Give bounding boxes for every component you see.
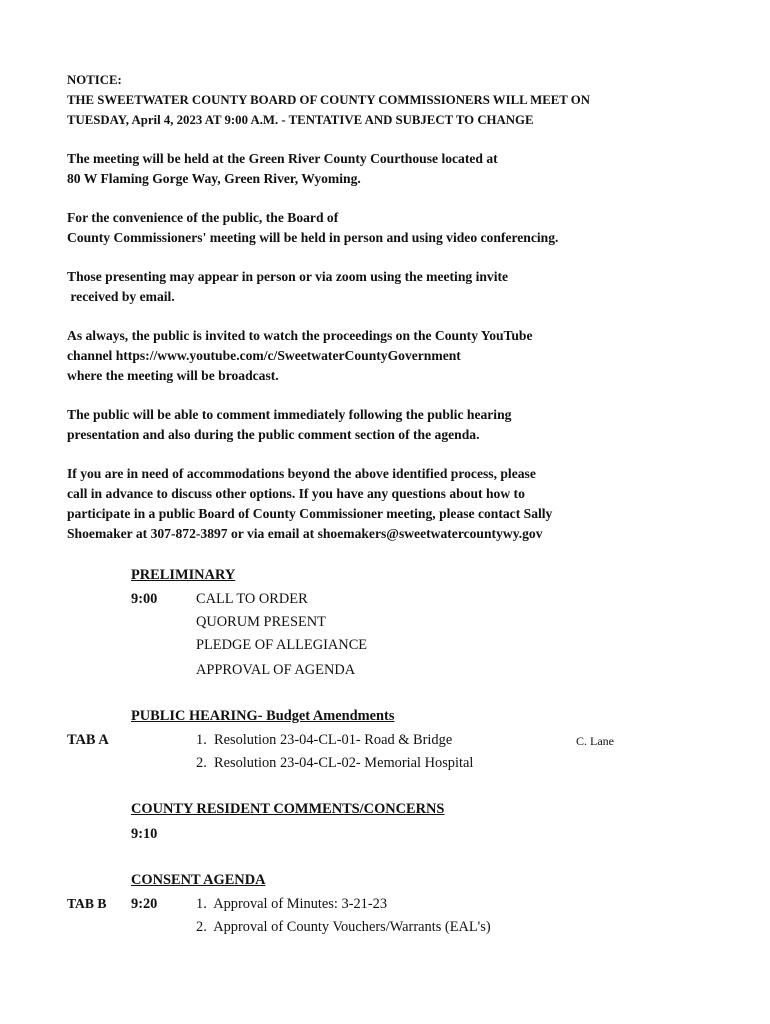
tab-a-label: TAB A: [67, 732, 109, 748]
agenda-item: APPROVAL OF AGENDA: [196, 662, 356, 678]
notice-label: NOTICE:: [67, 73, 122, 87]
agenda-item: QUORUM PRESENT: [196, 614, 326, 630]
accommodation-line-3: participate in a public Board of County Commissioner meeting, please contact Sally: [67, 506, 553, 521]
public-hearing-heading: PUBLIC HEARING- Budget Amendments: [131, 708, 395, 724]
agenda-item: 2. Resolution 23-04-CL-02- Memorial Hospital: [196, 755, 474, 771]
agenda-item: PLEDGE OF ALLEGIANCE: [196, 637, 368, 653]
agenda-item: 1. Approval of Minutes: 3-21-23: [196, 896, 388, 912]
presenter-name: C. Lane: [576, 734, 614, 748]
presenting-line-1: Those presenting may appear in person or via zoom using the meeting invite: [67, 269, 509, 284]
notice-headline-2: TUESDAY, April 4, 2023 AT 9:00 A.M. - TENTATIVE AND SUBJECT TO CHANGE: [67, 113, 534, 127]
agenda-item: 2. Approval of County Vouchers/Warrants (EAL's): [196, 919, 491, 935]
comment-line-2: presentation and also during the public comment section of the agenda.: [67, 427, 480, 442]
youtube-line-1: As always, the public is invited to watch the proceedings on the County YouTube: [67, 328, 533, 343]
agenda-item: 1. Resolution 23-04-CL-01- Road & Bridge: [196, 732, 453, 748]
youtube-channel-link[interactable]: channel https://www.youtube.com/c/SweetwaterCountyGovernment: [67, 348, 461, 363]
convenience-line-2: County Commissioners' meeting will be held in person and using video conferencing.: [67, 230, 559, 245]
location-line-2: 80 W Flaming Gorge Way, Green River, Wyoming.: [67, 171, 361, 186]
preliminary-time: 9:00: [131, 591, 158, 607]
youtube-line-3: where the meeting will be broadcast.: [67, 368, 279, 383]
convenience-line-1: For the convenience of the public, the Board of: [67, 210, 339, 225]
tab-b-label: TAB B: [67, 896, 107, 911]
location-line-1: The meeting will be held at the Green River County Courthouse located at: [67, 151, 498, 166]
presenting-line-2: received by email.: [67, 289, 175, 304]
preliminary-heading: PRELIMINARY: [131, 567, 236, 583]
accommodation-line-1: If you are in need of accommodations beyond the above identified process, please: [67, 466, 536, 481]
agenda-item: CALL TO ORDER: [196, 591, 308, 607]
resident-comments-time: 9:10: [131, 826, 158, 842]
comment-line-1: The public will be able to comment immediately following the public hearing: [67, 407, 512, 422]
accommodation-contact-line[interactable]: Shoemaker at 307-872-3897 or via email at shoemakers@sweetwatercountywy.gov: [67, 526, 543, 541]
resident-comments-heading: COUNTY RESIDENT COMMENTS/CONCERNS: [131, 801, 445, 817]
accommodation-line-2: call in advance to discuss other options. If you have any questions about how to: [67, 486, 525, 501]
consent-agenda-heading: CONSENT AGENDA: [131, 872, 266, 888]
notice-headline-1: THE SWEETWATER COUNTY BOARD OF COUNTY COMMISSIONERS WILL MEET ON: [67, 93, 590, 107]
consent-time: 9:20: [131, 896, 158, 912]
